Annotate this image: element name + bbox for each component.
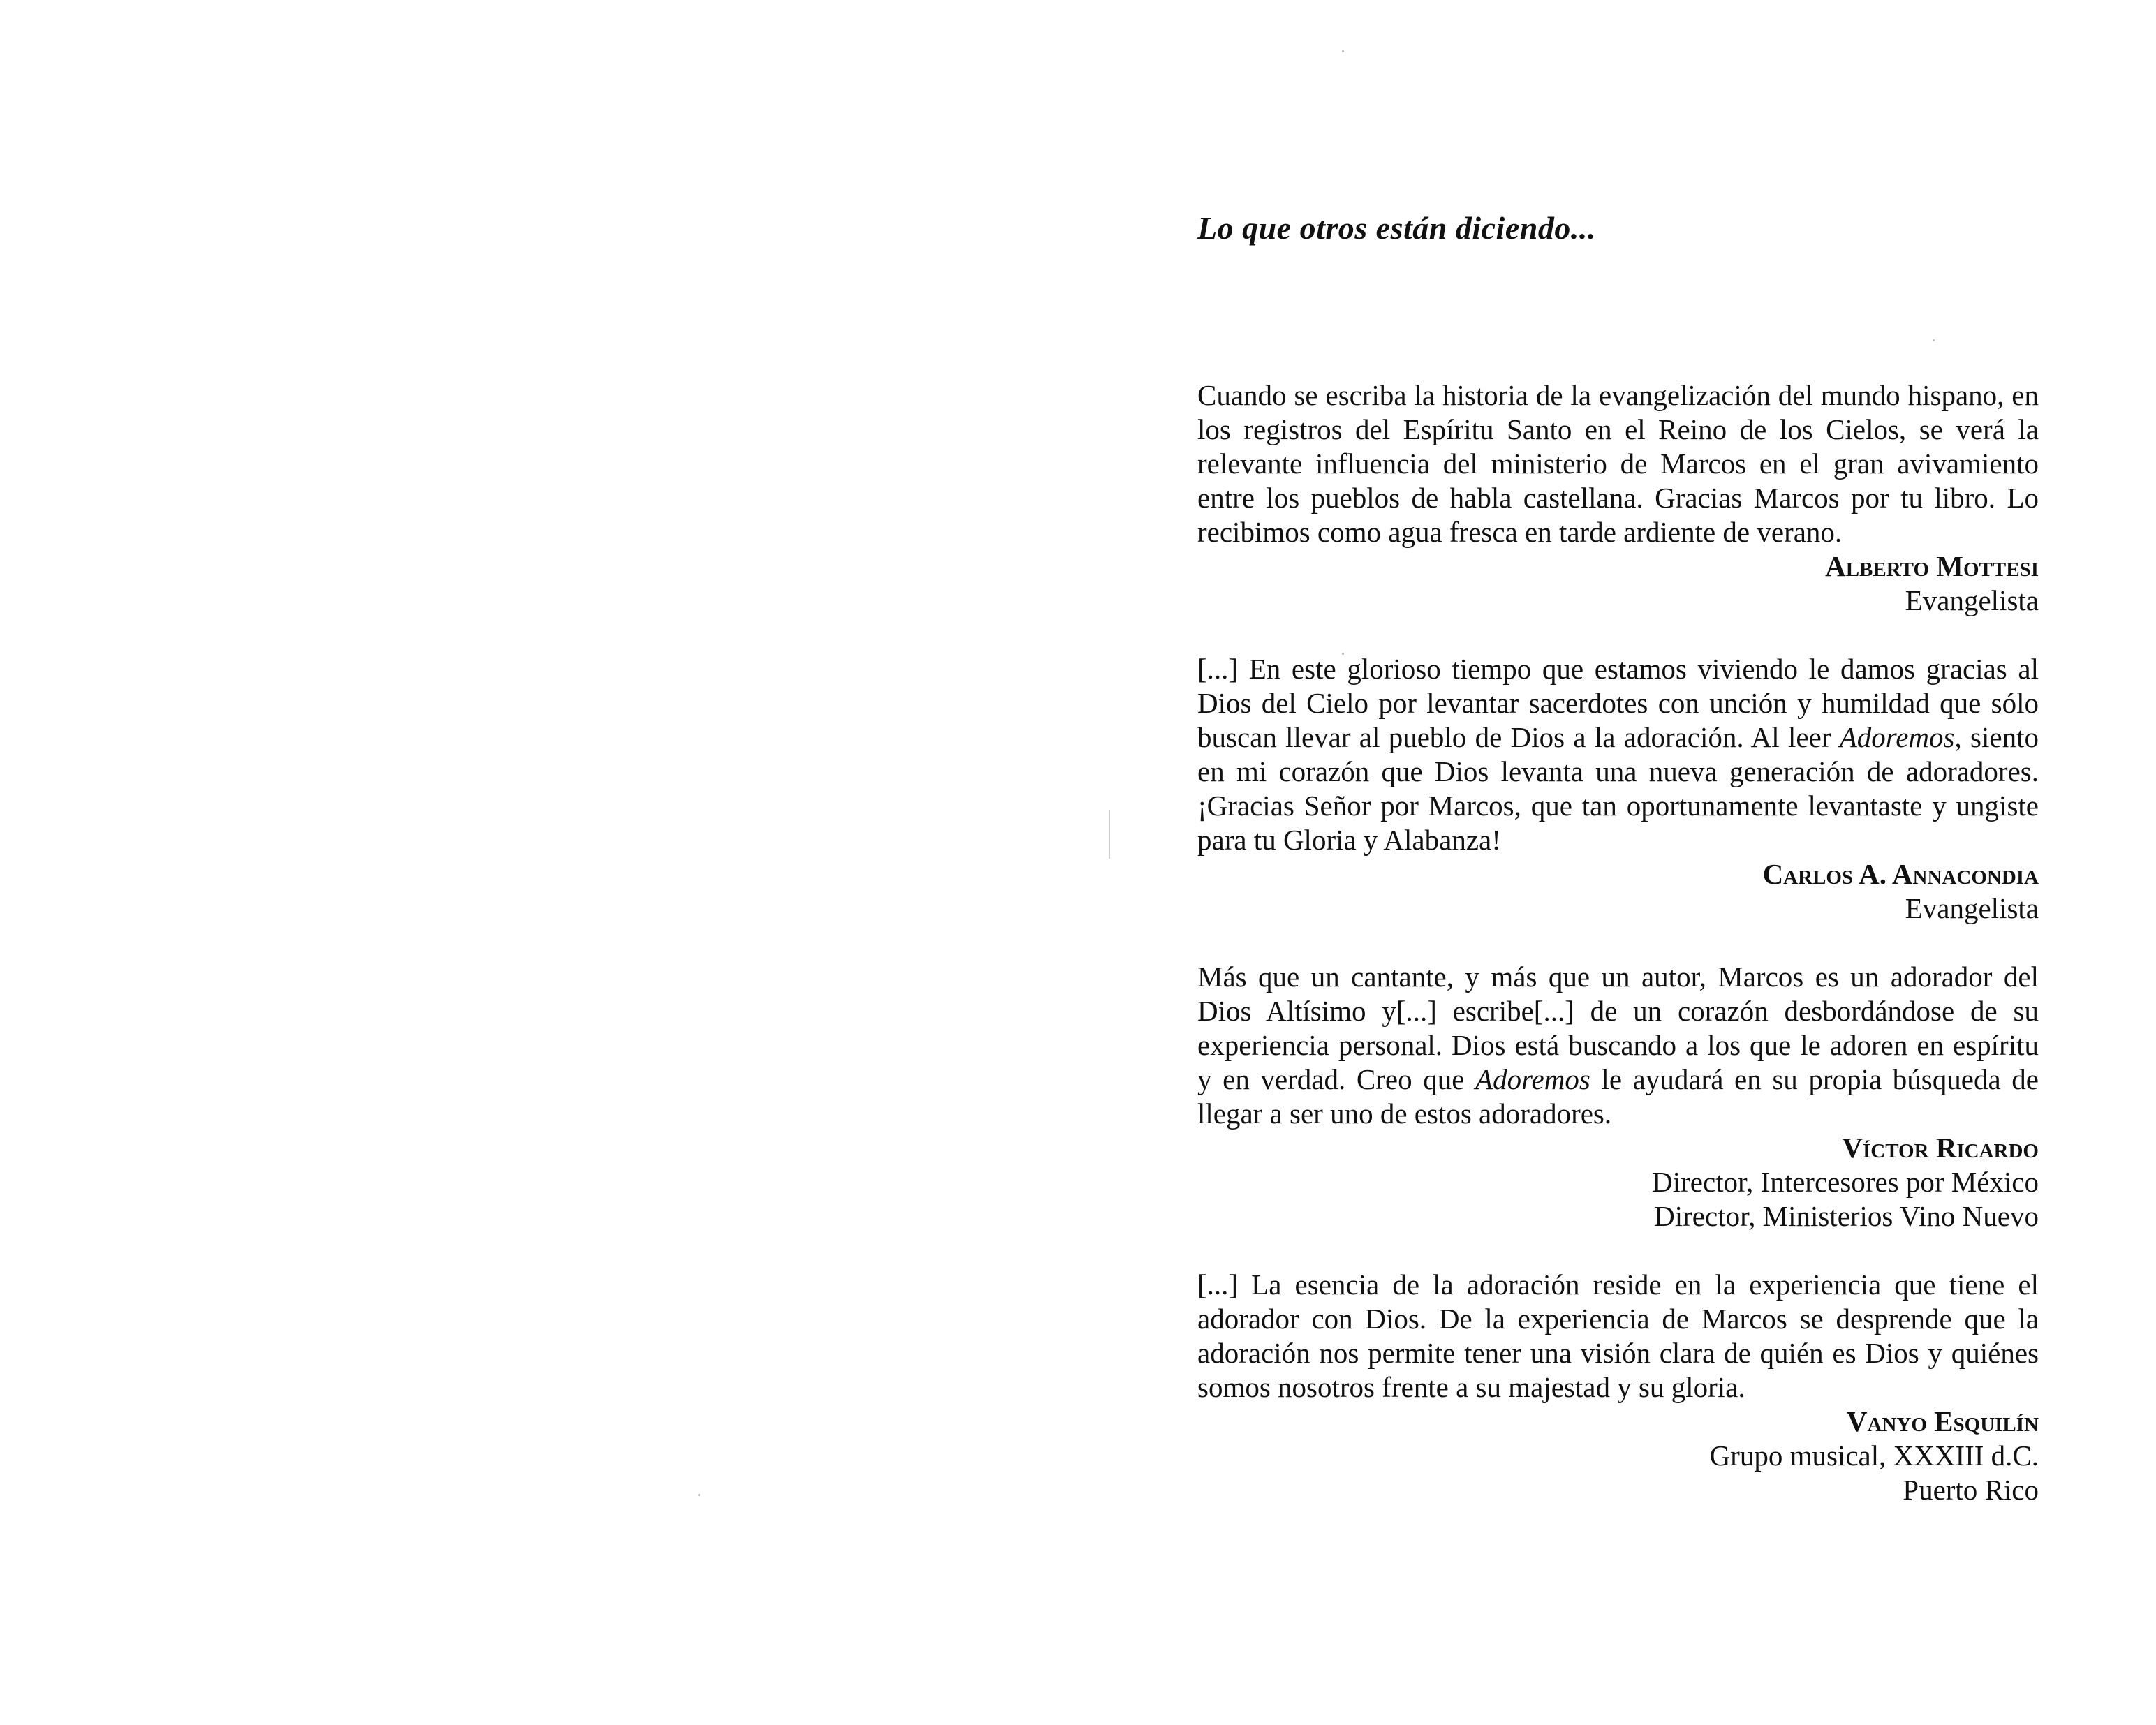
testimonial-quote: Cuando se escriba la historia de la evangelización del mundo hispano, en los registros del Espíritu Santo en el Reino de los Cielos, se verá la relevante influencia del ministerio de Marcos en el gran avivamiento entre los pueblos de habla castellana. Gracias Marcos por tu libro. Lo recibimos como agua fresca en tarde ardiente de verano. bbox=[1197, 379, 2039, 548]
author-name: Alberto Mottesi bbox=[1825, 550, 2039, 582]
testimonial-quote bbox=[1197, 960, 2039, 1131]
author-role: Puerto Rico bbox=[1903, 1474, 2039, 1506]
testimonial-quote bbox=[1197, 652, 2039, 857]
author-role: Evangelista bbox=[1905, 892, 2039, 924]
author-name: Víctor Ricardo bbox=[1842, 1132, 2039, 1164]
quote-text: Más que un cantante, y más que un autor, Marcos es un adorador del Dios Altísimo y[...] escribe[...] de un corazón desbordándose de su experiencia personal. Dios está buscando a los que le adoren en espíritu y en verdad. Creo que bbox=[1197, 961, 2039, 1095]
scan-speck bbox=[698, 1494, 700, 1496]
right-page bbox=[1078, 0, 2156, 1725]
author-role: Evangelista bbox=[1905, 584, 2039, 616]
testimonial-annacondia bbox=[1197, 652, 2039, 926]
quote-text: le ayudará en su propia búsqueda de llegar a ser uno de estos adoradores. bbox=[1197, 1063, 2039, 1130]
testimonial-attribution bbox=[1197, 549, 2039, 618]
scan-speck bbox=[1342, 50, 1344, 52]
testimonial-attribution bbox=[1197, 1131, 2039, 1234]
author-name: Carlos A. Annacondia bbox=[1762, 858, 2039, 890]
author-role: Grupo musical, XXXIII d.C. bbox=[1709, 1439, 2039, 1472]
testimonial-attribution bbox=[1197, 857, 2039, 926]
testimonial-quote: [...] La esencia de la adoración reside en la experiencia que tiene el adorador con Dios. De la experiencia de Marcos se desprende que la adoración nos permite tener una visión clara de quién es Dios y quiénes somos nosotros frente a su majestad y su gloria. bbox=[1197, 1268, 2039, 1403]
testimonial-ricardo bbox=[1197, 960, 2039, 1234]
testimonial-mottesi bbox=[1197, 378, 2039, 618]
testimonials bbox=[1197, 378, 2039, 1541]
testimonial-attribution bbox=[1197, 1405, 2039, 1507]
scan-speck bbox=[1933, 339, 1935, 341]
author-name: Vanyo Esquilín bbox=[1846, 1405, 2039, 1437]
quote-text: [...] En este glorioso tiempo que estamos viviendo le damos gracias al Dios del Cielo por levantar sacerdotes con unción y humildad que sólo buscan llevar al pueblo de Dios a la adoración. Al leer bbox=[1197, 653, 2039, 753]
author-role: Director, Ministerios Vino Nuevo bbox=[1654, 1200, 2039, 1232]
book-title: Adoremos bbox=[1839, 721, 1955, 753]
book-title: Adoremos bbox=[1475, 1063, 1590, 1095]
page-title: Lo que otros están diciendo... bbox=[1197, 210, 1596, 246]
quote-text: , siento en mi corazón que Dios levanta una nueva generación de adoradores. ¡Gracias Señor por Marcos, que tan oportunamente levantaste y ungiste para tu Gloria y Alabanza! bbox=[1197, 721, 2039, 856]
testimonial-esquilin bbox=[1197, 1268, 2039, 1507]
author-role: Director, Intercesores por México bbox=[1652, 1166, 2039, 1198]
